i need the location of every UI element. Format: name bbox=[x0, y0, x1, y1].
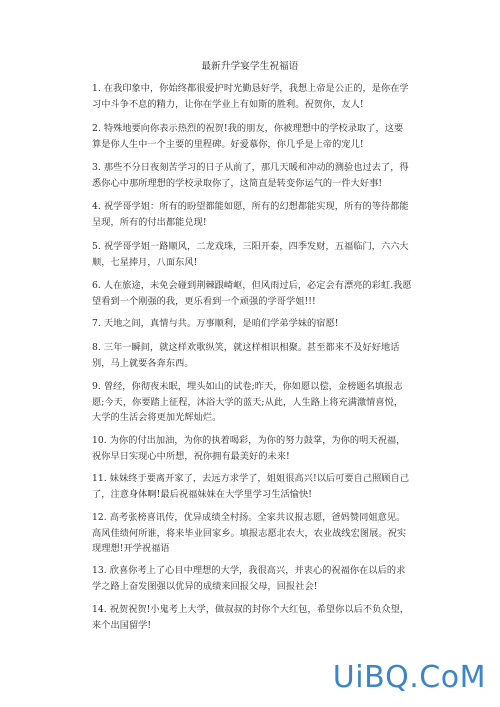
paragraph-1: 1. 在我印象中，你始终都很爱护时光勤恳好学，我想上帝是公正的，是你在学习中斗争不息的精力，让你在学业上有如斯的胜利。祝贺你，友人! bbox=[92, 83, 409, 110]
site-watermark: UiBQ.CoM bbox=[332, 660, 486, 695]
paragraph-5: 5. 祝学哥学姐一路顺风，二龙戏珠，三阳开泰，四季发财，五福临门，六六大顺，七星捧月，八面东风! bbox=[92, 241, 409, 268]
paragraph-2: 2. 特殊地要向你表示热烈的祝贺!我的朋友，你被理想中的学校录取了，这要算是你人生中一个主要的里程碑。好爱慕你，你几乎是上帝的宠儿! bbox=[92, 123, 404, 150]
paragraph-3: 3. 那些不分日夜刻苦学习的日子从前了，那几天暖和冲动的测验也过去了，得悉你心中那所理想的学校录取你了，这简直是转变你运气的一件大好事! bbox=[92, 162, 409, 189]
document-title: 最新升学宴学生祝福语 bbox=[201, 61, 299, 72]
paragraph-10: 10. 为你的付出加油，为你的执着喝彩，为你的努力鼓掌，为你的明天祝福，祝你早日实现心中所想，祝你拥有最美好的未来! bbox=[92, 435, 406, 462]
paragraph-8: 8. 三年一瞬间，就这样欢歌纵笑，就这样相识相聚。甚至都来不及好好地话别，马上就要各奔东西。 bbox=[92, 342, 400, 369]
paragraph-11: 11. 妹妹终于要离开家了，去远方求学了，姐姐很高兴!以后可要自己照顾自己了，注意身体啊!最后祝福妹妹在大学里学习生活愉快! bbox=[92, 473, 410, 500]
paragraph-6: 6. 人在旅途，未免会碰到荆棘跟崎岖，但风雨过后，必定会有漂亮的彩虹.我愿望看到一个刚强的我，更乐看到一个顽强的学哥学姐!!! bbox=[92, 280, 412, 307]
paragraph-4: 4. 祝学哥学姐：所有的盼望都能如愿，所有的幻想都能实现，所有的等待都能呈现，所有的付出都能兑现! bbox=[92, 201, 409, 228]
paragraph-9: 9. 曾经，你彻夜未眠，埋头如山的试卷;昨天，你如愿以偿，金榜题名填报志愿;今天，你要踏上征程，沐浴大学的蓝天;从此，人生路上将充满激情喜悦，大学的生活会将更加光辉灿烂。 bbox=[92, 381, 404, 423]
paragraph-12: 12. 高考张榜喜讯传，优异成绩全村扬。全家共议报志愿，爸妈赞同姐意见。高风佳绩何所谁，将来毕业回家乡。填报志愿北农大，农业战线宏图展。祝实现理想!开学祝福语 bbox=[92, 512, 407, 554]
paragraph-7: 7. 天地之间，真情与共。万事顺利，是咱们学弟学妹的宿愿! bbox=[92, 318, 339, 329]
paragraph-13: 13. 欣喜你考上了心目中理想的大学，我很高兴，并衷心的祝福你在以后的求学之路上奋发图强以优异的成绩来回报父母，回报社会! bbox=[92, 565, 406, 592]
paragraph-14: 14. 祝贺祝贺!小鬼考上大学，做叔叔的封你个大红包，希望你以后不负众望，来个出国留学! bbox=[92, 604, 410, 631]
